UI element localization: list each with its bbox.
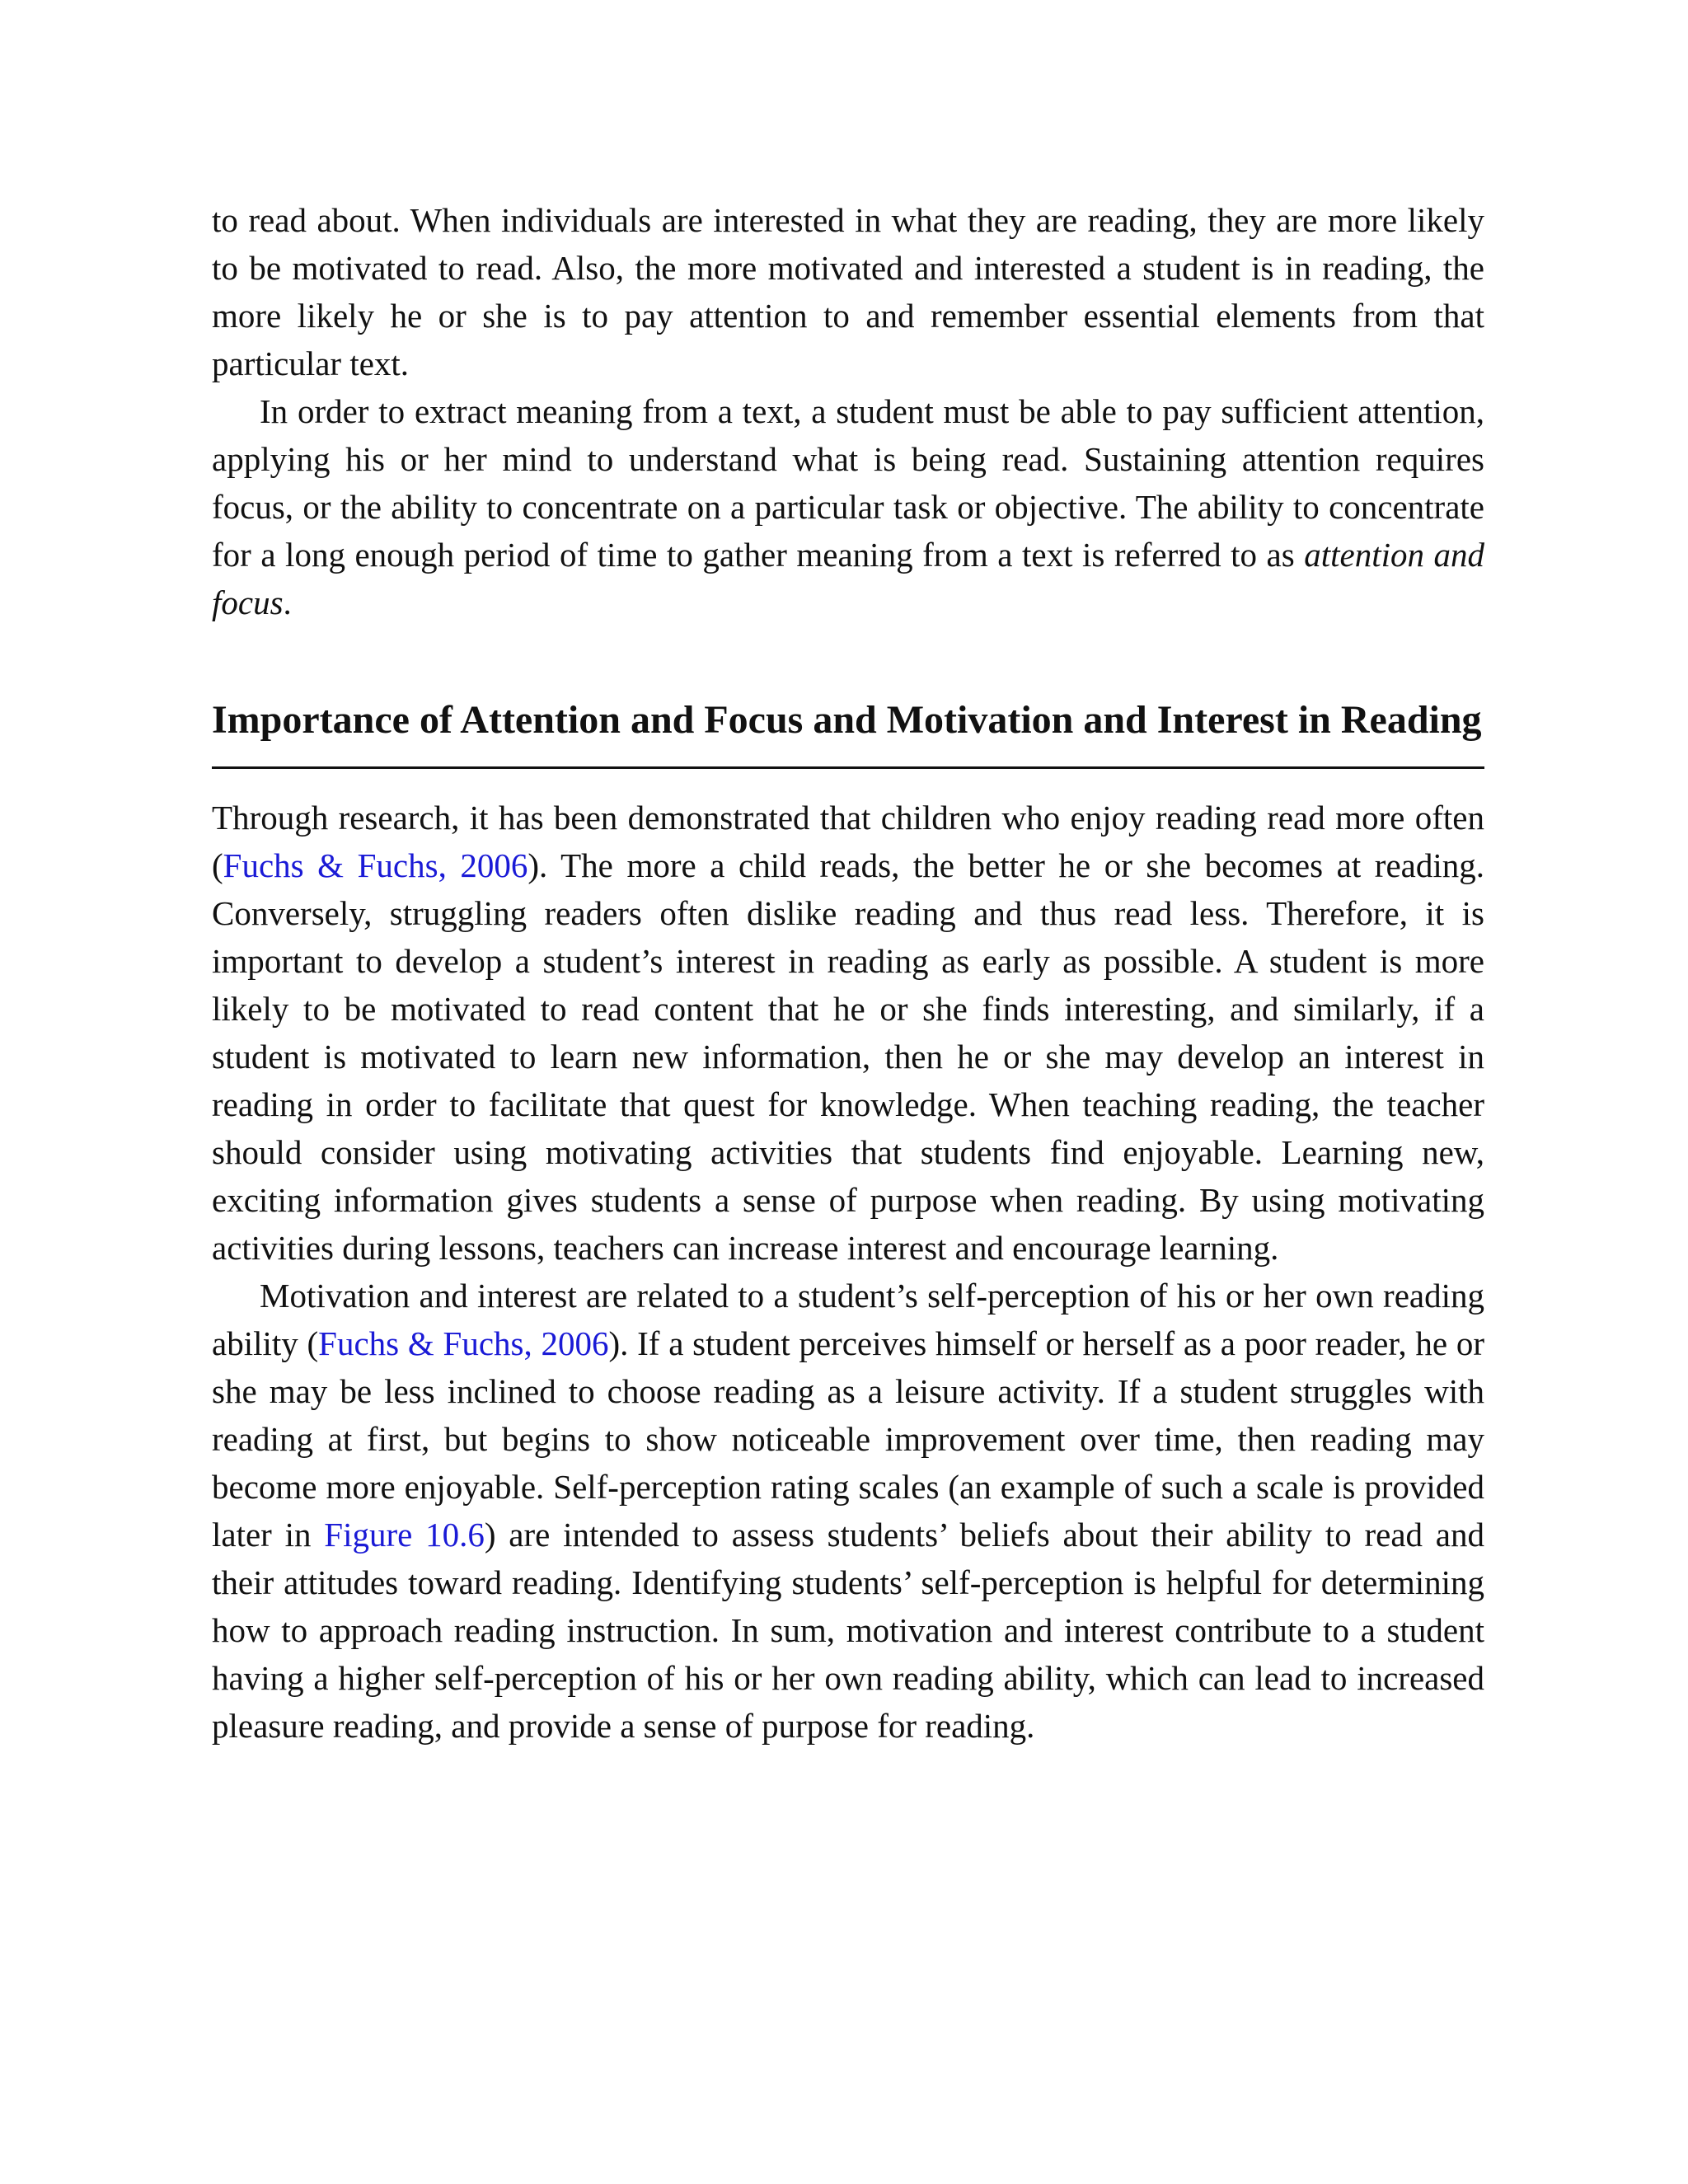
paragraph-text: In order to extract meaning from a text, a student must be able to pay sufficient attention, applying his or her mind to understand what is being read. Sustaining attention requires focus, or the ability to concentrate on a particular task or objective. The ability to concentrate for a long enough period of time to gather meaning from a text is referred to as [212,392,1484,574]
paragraph-attention-focus [212,387,1484,626]
document-page [212,196,1484,1750]
figure-reference-link[interactable]: Figure 10.6 [324,1516,485,1554]
paragraph-continuation: to read about. When individuals are interested in what they are reading, they are more likely to be motivated to read. Also, the more motivated and interested a student is in reading, the more likely he or she is to pay attention to and remember essential elements from that particular text. [212,201,1484,382]
paragraph-importance [212,794,1484,1272]
paragraph-text: Through research, it has been demonstrated that children who enjoy reading read more often ( [212,799,1484,884]
paragraph-text: Motivation and interest are related to a student’s self-perception of his or her own reading ability ( [212,1277,1484,1362]
section-heading: Importance of Attention and Focus and Motivation and Interest in Reading [212,696,1484,769]
paragraph-text: ). If a student perceives himself or herself as a poor reader, he or she may be less inclined to choose reading as a leisure activity. If a student struggles with reading at first, but begins to show noticeable improvement over time, then reading may become more enjoyable. Self-perception rating scales (an example of such a scale is provided later in [212,1324,1484,1554]
term-attention-and-focus: attention and focus [212,536,1485,621]
citation-link[interactable]: Fuchs & Fuchs, 2006 [223,846,528,884]
paragraph-self-perception [212,1272,1484,1750]
paragraph-text: ). The more a child reads, the better he or she becomes at reading. Conversely, struggling readers often dislike reading and thus read less. Therefore, it is important to develop a student’s interest in reading as early as possible. A student is more likely to be motivated to read content that he or she finds interesting, and similarly, if a student is motivated to learn new information, then he or she may develop an interest in reading in order to facilitate that quest for knowledge. When teaching reading, the teacher should consider using motivating activities that students find enjoyable. Learning new, exciting information gives students a sense of purpose when reading. By using motivating activities during lessons, teachers can increase interest and encourage learning. [212,846,1484,1267]
paragraph-end: . [283,583,292,621]
paragraph-text: ) are intended to assess students’ beliefs about their ability to read and their attitudes toward reading. Identifying students’ self-perception is helpful for determining how to approach reading instruction. In sum, motivation and interest contribute to a student having a higher self-perception of his or her own reading ability, which can lead to increased pleasure reading, and provide a sense of purpose for reading. [212,1516,1484,1745]
citation-link[interactable]: Fuchs & Fuchs, 2006 [318,1324,609,1362]
